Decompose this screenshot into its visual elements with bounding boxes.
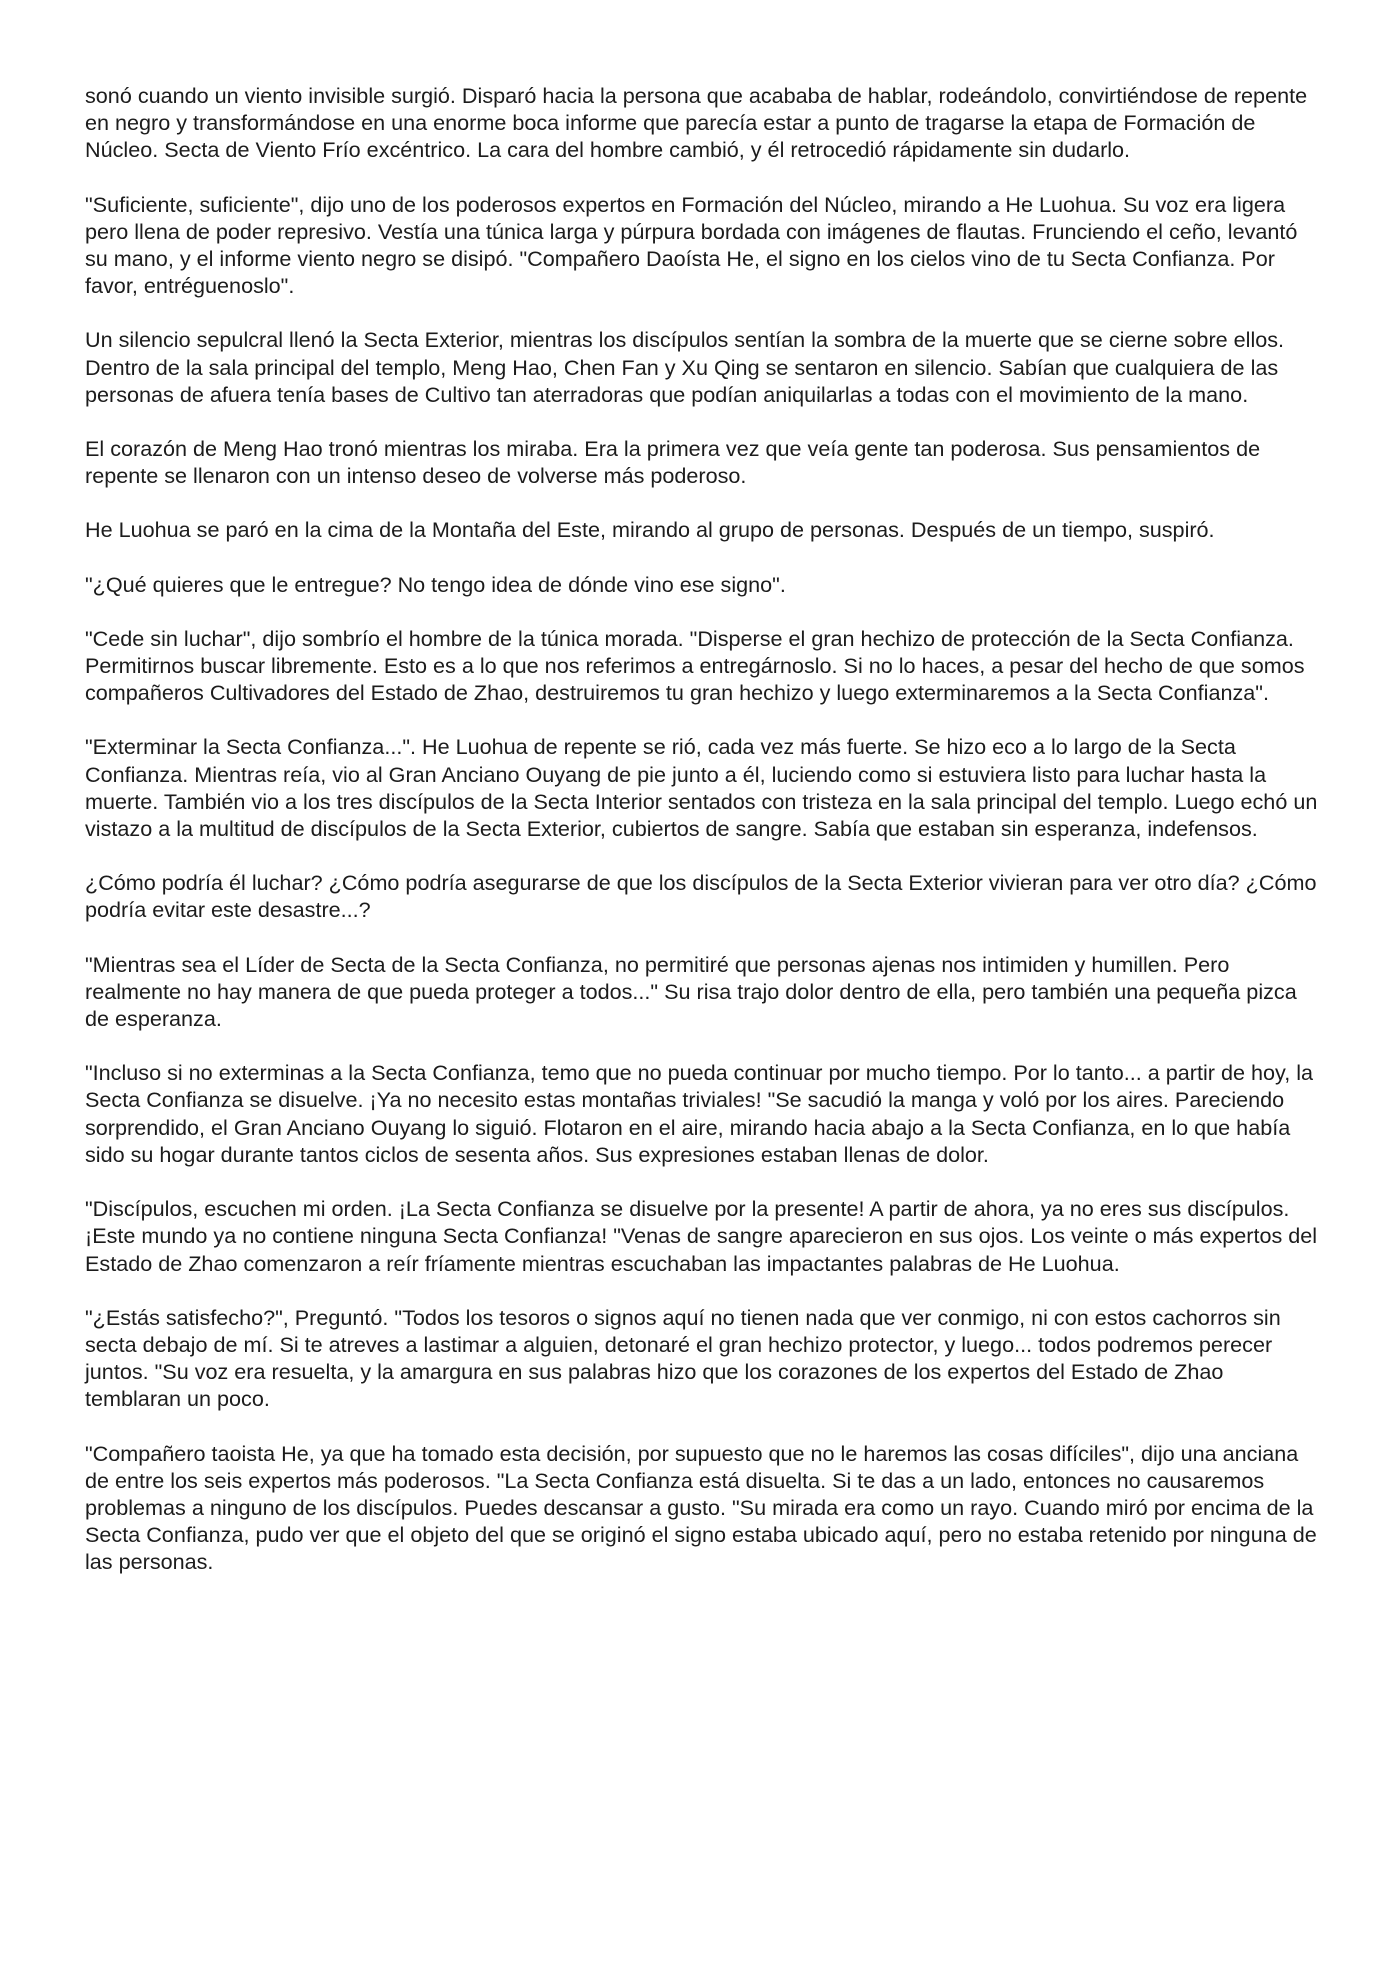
paragraph-3: Un silencio sepulcral llenó la Secta Exterior, mientras los discípulos sentían la sombra de la muerte que se cierne sobre ellos. Dentro de la sala principal del templo, Meng Hao, Chen Fan y Xu Qing se sentaron en silencio. Sabían que cualquiera de las personas de afuera tenía bases de Cultivo tan aterradoras que podían aniquilarlas a todas con el movimiento de la mano. — [85, 327, 1285, 407]
paragraph-14: "Compañero taoista He, ya que ha tomado esta decisión, por supuesto que no le haremos las cosas difíciles", dijo una anciana de entre los seis expertos más poderosos. "La Secta Confianza está disuelta. Si te das a un lado, entonces no causaremos problemas a ninguno de los discípulos. Puedes descansar a gusto. "Su mirada era como un rayo. Cuando miró por encima de la Secta Confianza, pudo ver que el objeto del que se originó el signo estaba ubicado aquí, pero no estaba retenido por ninguna de las personas. — [85, 1440, 1317, 1575]
paragraph-2: "Suficiente, suficiente", dijo uno de los poderosos expertos en Formación del Núcleo, mirando a He Luohua. Su voz era ligera pero llena de poder represivo. Vestía una túnica larga y púrpura bordada con imágenes de flautas. Frunciendo el ceño, levantó su mano, y el informe viento negro se disipó. "Compañero Daoísta He, el signo en los cielos vino de tu Secta Confianza. Por favor, entréguenoslo". — [85, 191, 1298, 299]
paragraph-8: "Exterminar la Secta Confianza...". He Luohua de repente se rió, cada vez más fuerte. Se hizo eco a lo largo de la Secta Confianza. Mientras reía, vio al Gran Anciano Ouyang de pie junto a él, luciendo como si estuviera listo para luchar hasta la muerte. También vio a los tres discípulos de la Secta Interior sentados con tristeza en la sala principal del templo. Luego echó un vistazo a la multitud de discípulos de la Secta Exterior, cubiertos de sangre. Sabía que estaban sin esperanza, indefensos. — [85, 734, 1318, 842]
paragraph-9: ¿Cómo podría él luchar? ¿Cómo podría asegurarse de que los discípulos de la Secta Exterior vivieran para ver otro día? ¿Cómo podría evitar este desastre...? — [85, 870, 1317, 923]
paragraph-12: "Discípulos, escuchen mi orden. ¡La Secta Confianza se disuelve por la presente! A partir de ahora, ya no eres sus discípulos. ¡Este mundo ya no contiene ninguna Secta Confianza! "Venas de sangre aparecieron en sus ojos. Los veinte o más expertos del Estado de Zhao comenzaron a reír fríamente mientras escuchaban las impactantes palabras de He Luohua. — [85, 1196, 1318, 1276]
paragraph-13: "¿Estás satisfecho?", Preguntó. "Todos los tesoros o signos aquí no tienen nada que ver conmigo, ni con estos cachorros sin secta debajo de mí. Si te atreves a lastimar a alguien, detonaré el gran hechizo protector, y luego... todos podremos perecer juntos. "Su voz era resuelta, y la amargura en sus palabras hizo que los corazones de los expertos del Estado de Zhao temblaran un poco. — [85, 1304, 1281, 1412]
paragraph-6: "¿Qué quieres que le entregue? No tengo idea de dónde vino ese signo". — [85, 571, 786, 597]
paragraph-10: "Mientras sea el Líder de Secta de la Secta Confianza, no permitiré que personas ajenas nos intimiden y humillen. Pero realmente no hay manera de que pueda proteger a todos..." Su risa trajo dolor dentro de ella, pero también una pequeña pizca de esperanza. — [85, 951, 1297, 1032]
paragraph-1: sonó cuando un viento invisible surgió. Disparó hacia la persona que acababa de hablar, rodeándolo, convirtiéndose de repente en negro y transformándose en una enorme boca informe que parecía estar a punto de tragarse la etapa de Formación de Núcleo. Secta de Viento Frío excéntrico. La cara del hombre cambió, y él retrocedió rápidamente sin dudarlo. — [85, 83, 1308, 163]
paragraph-4: El corazón de Meng Hao tronó mientras los miraba. Era la primera vez que veía gente tan poderosa. Sus pensamientos de repente se llenaron con un intenso deseo de volverse más poderoso. — [85, 436, 1261, 489]
paragraph-7: "Cede sin luchar", dijo sombrío el hombre de la túnica morada. "Disperse el gran hechizo de protección de la Secta Confianza. Permitirnos buscar libremente. Esto es a lo que nos referimos a entregárnoslo. Si no lo haces, a pesar del hecho de que somos compañeros Cultivadores del Estado de Zhao, destruiremos tu gran hechizo y luego exterminaremos a la Secta Confianza". — [85, 625, 1305, 706]
paragraph-5: He Luohua se paró en la cima de la Montaña del Este, mirando al grupo de personas. Después de un tiempo, suspiró. — [85, 517, 1215, 543]
paragraph-11: "Incluso si no exterminas a la Secta Confianza, temo que no pueda continuar por mucho tiempo. Por lo tanto... a partir de hoy, la Secta Confianza se disuelve. ¡Ya no necesito estas montañas triviales! "Se sacudió la manga y voló por los aires. Pareciendo sorprendido, el Gran Anciano Ouyang lo siguió. Flotaron en el aire, mirando hacia abajo a la Secta Confianza, en lo que había sido su hogar durante tantos ciclos de sesenta años. Sus expresiones estaban llenas de dolor. — [85, 1060, 1314, 1167]
